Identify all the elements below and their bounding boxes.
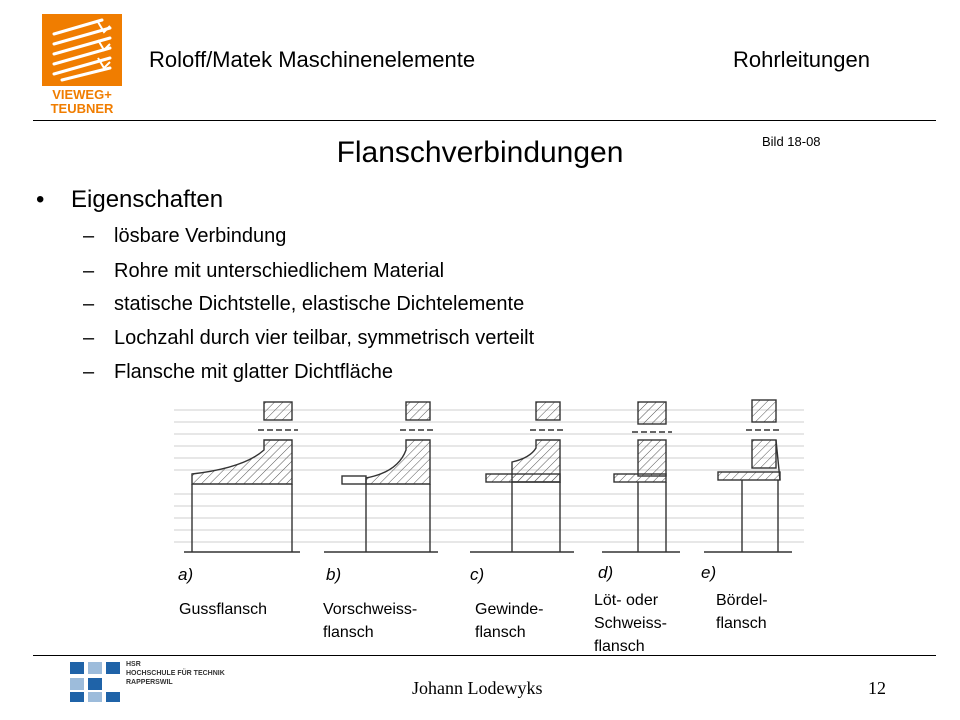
sub-marker: – xyxy=(83,327,95,349)
school-logo-text: HSR HOCHSCHULE FÜR TECHNIK RAPPERSWIL xyxy=(126,661,225,686)
bullet-marker: • xyxy=(36,186,45,213)
subitem-text: Flansche mit glatter Dichtfläche xyxy=(114,361,394,383)
flange-e xyxy=(704,400,792,552)
slide-title: Flanschverbindungen xyxy=(336,136,624,169)
figure-letter: a) xyxy=(178,565,194,584)
sub-marker: – xyxy=(83,225,95,247)
header-chapter-title: Rohrleitungen xyxy=(733,47,870,72)
sub-marker: – xyxy=(83,361,95,383)
sub-marker: – xyxy=(83,293,95,315)
school-logo xyxy=(70,660,240,704)
caption-boerdelflansch: Bördel- flansch xyxy=(716,592,768,632)
figure-letter: c) xyxy=(470,565,485,584)
publisher-logo xyxy=(40,12,124,122)
subitem-text: Lochzahl durch vier teilbar, symmetrisch verteilt xyxy=(114,327,535,349)
caption-gewindeflansch: Gewinde- flansch xyxy=(475,601,544,641)
header-book-title: Roloff/Matek Maschinenelemente xyxy=(149,47,476,72)
footer-page-number: 12 xyxy=(868,678,886,698)
flange-drawing-svg xyxy=(174,392,804,592)
subitem-text: statische Dichtstelle, elastische Dichtelemente xyxy=(114,293,525,315)
sub-marker: – xyxy=(83,260,95,282)
caption-gussflansch: Gussflansch xyxy=(179,601,268,618)
flange-drawing xyxy=(174,392,804,592)
caption-vorschweissflansch: Vorschweiss- flansch xyxy=(323,601,418,641)
publisher-logo-text: VIEWEG+ TEUBNER xyxy=(50,87,114,116)
footer-author: Johann Lodewyks xyxy=(412,678,543,698)
caption-schweissflansch: Löt- oder Schweiss- flansch xyxy=(594,592,667,655)
subitem-text: lösbare Verbindung xyxy=(114,225,287,247)
figure-letter: b) xyxy=(326,565,342,584)
figure-letter: e) xyxy=(701,563,717,582)
subitem-text: Rohre mit unterschiedlichem Material xyxy=(114,260,445,282)
footer-divider xyxy=(33,655,936,656)
header-divider xyxy=(33,120,936,121)
figure-reference: Bild 18-08 xyxy=(762,134,821,149)
bullet-main xyxy=(36,186,336,216)
bullet-text: Eigenschaften xyxy=(71,186,224,213)
hsr-logo-icon xyxy=(70,660,124,704)
figure-letter: d) xyxy=(598,563,614,582)
